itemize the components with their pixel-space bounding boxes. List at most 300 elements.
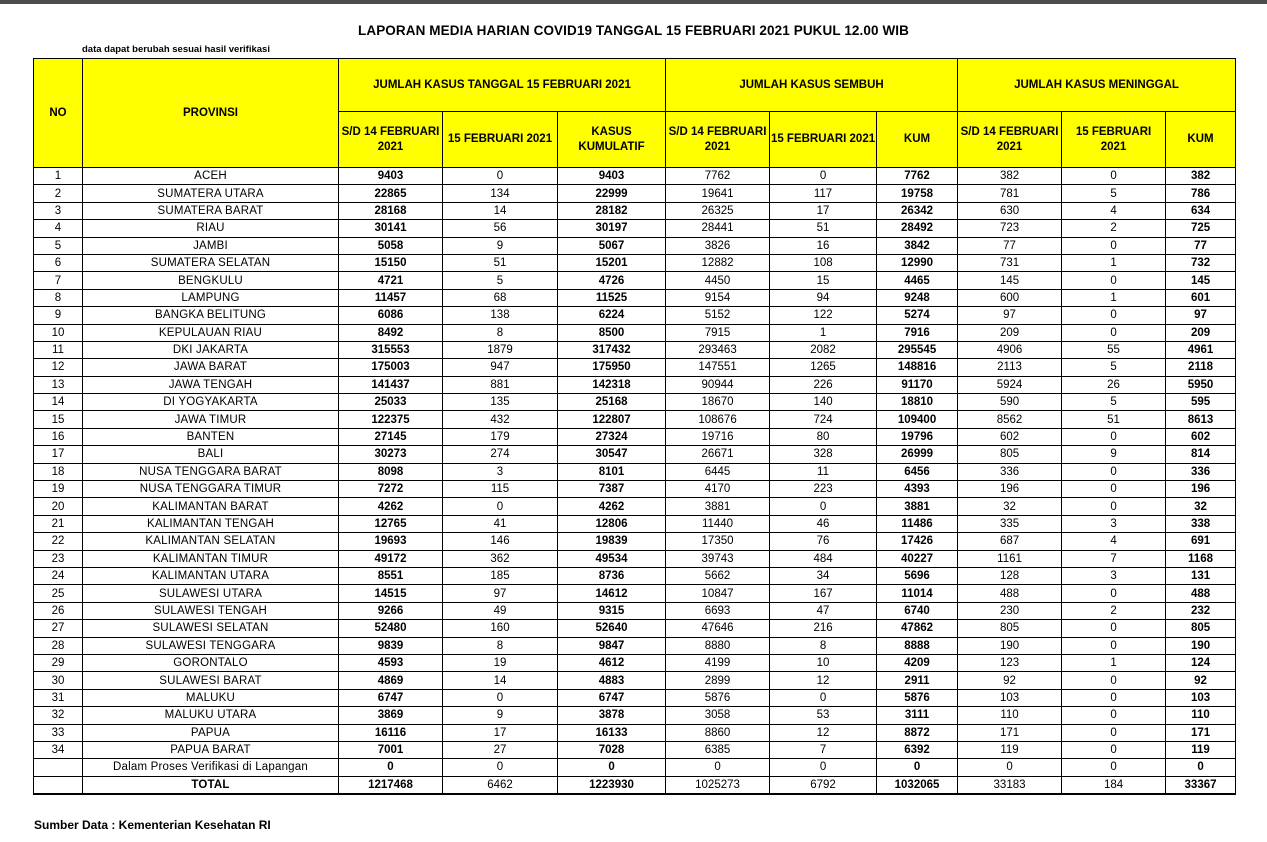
- cell-value: 5: [1062, 394, 1166, 411]
- cell-no: 29: [34, 654, 83, 671]
- cell-value: 0: [1062, 707, 1166, 724]
- cell-value: 3058: [666, 707, 770, 724]
- table-row: [34, 515, 1236, 532]
- cell-value: 6392: [877, 741, 958, 758]
- cell-value: 382: [958, 168, 1062, 185]
- cell-value: 232: [1166, 602, 1236, 619]
- cell-value: 110: [958, 707, 1062, 724]
- cell-value: 141437: [339, 376, 443, 393]
- table-row-total: [34, 776, 1236, 794]
- table-row: [34, 463, 1236, 480]
- cell-value: 12: [770, 724, 877, 741]
- cell-value: 4612: [558, 654, 666, 671]
- cell-value: 26999: [877, 446, 958, 463]
- cell-value: 2113: [958, 359, 1062, 376]
- cell-value: 0: [1062, 463, 1166, 480]
- cell-value: 4906: [958, 341, 1062, 358]
- cell-value: 7916: [877, 324, 958, 341]
- cell-value: 12990: [877, 254, 958, 271]
- cell-value: 119: [958, 741, 1062, 758]
- cell-value: 4869: [339, 672, 443, 689]
- cell-no: 10: [34, 324, 83, 341]
- cell-value: 119: [1166, 741, 1236, 758]
- cell-provinsi: JAMBI: [83, 237, 339, 254]
- cell-value: 338: [1166, 515, 1236, 532]
- cell-value: 1025273: [666, 776, 770, 794]
- cell-provinsi: BANGKA BELITUNG: [83, 307, 339, 324]
- cell-value: 28441: [666, 220, 770, 237]
- cell-provinsi: PAPUA: [83, 724, 339, 741]
- cell-value: 5: [1062, 359, 1166, 376]
- cell-value: 317432: [558, 341, 666, 358]
- table-row: [34, 602, 1236, 619]
- cell-value: 27145: [339, 428, 443, 445]
- cell-value: 0: [1062, 168, 1166, 185]
- cell-value: 2911: [877, 672, 958, 689]
- cell-value: 5950: [1166, 376, 1236, 393]
- cell-no: 17: [34, 446, 83, 463]
- cell-no: 7: [34, 272, 83, 289]
- cell-value: 5058: [339, 237, 443, 254]
- cell-value: 33367: [1166, 776, 1236, 794]
- cell-value: 16116: [339, 724, 443, 741]
- cell-value: 1168: [1166, 550, 1236, 567]
- cell-provinsi: JAWA BARAT: [83, 359, 339, 376]
- cell-no: 13: [34, 376, 83, 393]
- cell-value: 2899: [666, 672, 770, 689]
- cell-provinsi: SUMATERA BARAT: [83, 202, 339, 219]
- cell-value: 7: [1062, 550, 1166, 567]
- cell-value: 630: [958, 202, 1062, 219]
- cell-provinsi: SULAWESI UTARA: [83, 585, 339, 602]
- cell-value: 185: [443, 567, 558, 584]
- cell-value: 6445: [666, 463, 770, 480]
- cell-value: 179: [443, 428, 558, 445]
- cell-value: 11457: [339, 289, 443, 306]
- cell-value: 432: [443, 411, 558, 428]
- cell-value: 1265: [770, 359, 877, 376]
- cell-value: 488: [1166, 585, 1236, 602]
- cell-value: 223: [770, 481, 877, 498]
- cell-value: 6224: [558, 307, 666, 324]
- cell-value: 335: [958, 515, 1062, 532]
- cell-no: 27: [34, 620, 83, 637]
- cell-value: 167: [770, 585, 877, 602]
- cell-value: 6456: [877, 463, 958, 480]
- cell-value: 97: [958, 307, 1062, 324]
- cell-provinsi: SULAWESI BARAT: [83, 672, 339, 689]
- cell-value: 0: [1062, 620, 1166, 637]
- cell-value: 51: [443, 254, 558, 271]
- cell-no: 18: [34, 463, 83, 480]
- cell-value: 18670: [666, 394, 770, 411]
- cell-no: 8: [34, 289, 83, 306]
- table-row: [34, 272, 1236, 289]
- table-body: [34, 168, 1236, 795]
- cell-value: 3: [1062, 567, 1166, 584]
- cell-value: 11486: [877, 515, 958, 532]
- cell-value: 51: [1062, 411, 1166, 428]
- group-header-sembuh: JUMLAH KASUS SEMBUH: [666, 59, 958, 112]
- cell-no: 34: [34, 741, 83, 758]
- cell-value: 56: [443, 220, 558, 237]
- cell-value: 18810: [877, 394, 958, 411]
- cell-value: 39743: [666, 550, 770, 567]
- cell-value: 94: [770, 289, 877, 306]
- cell-value: 10: [770, 654, 877, 671]
- cell-value: 7915: [666, 324, 770, 341]
- table-row: [34, 202, 1236, 219]
- cell-value: 19716: [666, 428, 770, 445]
- cell-value: 5876: [877, 689, 958, 706]
- table-row: [34, 237, 1236, 254]
- cell-no: 24: [34, 567, 83, 584]
- cell-value: 196: [958, 481, 1062, 498]
- cell-value: 15150: [339, 254, 443, 271]
- cell-no: 5: [34, 237, 83, 254]
- cell-value: 55: [1062, 341, 1166, 358]
- cell-value: 5876: [666, 689, 770, 706]
- cell-value: 5662: [666, 567, 770, 584]
- cell-value: 28182: [558, 202, 666, 219]
- table-row: [34, 741, 1236, 758]
- cell-value: 4465: [877, 272, 958, 289]
- cell-value: 9266: [339, 602, 443, 619]
- cell-no: [34, 759, 83, 776]
- cell-value: 602: [1166, 428, 1236, 445]
- cell-value: 590: [958, 394, 1062, 411]
- cell-value: 687: [958, 533, 1062, 550]
- cell-value: 9847: [558, 637, 666, 654]
- cell-value: 17426: [877, 533, 958, 550]
- cell-value: 4262: [558, 498, 666, 515]
- cell-value: 7762: [877, 168, 958, 185]
- cell-value: 33183: [958, 776, 1062, 794]
- cell-value: 8880: [666, 637, 770, 654]
- table-row: [34, 307, 1236, 324]
- table-row: [34, 637, 1236, 654]
- cell-no: 20: [34, 498, 83, 515]
- cell-provinsi: PAPUA BARAT: [83, 741, 339, 758]
- cell-value: 2: [1062, 602, 1166, 619]
- cell-no: 3: [34, 202, 83, 219]
- cell-value: 4726: [558, 272, 666, 289]
- cell-value: 30197: [558, 220, 666, 237]
- col-header-no: NO: [34, 59, 83, 168]
- cell-value: 171: [958, 724, 1062, 741]
- cell-value: 488: [958, 585, 1062, 602]
- cell-value: 881: [443, 376, 558, 393]
- cell-value: 97: [1166, 307, 1236, 324]
- table-row: [34, 585, 1236, 602]
- cell-value: 8: [443, 324, 558, 341]
- cell-value: 8500: [558, 324, 666, 341]
- cell-value: 9403: [339, 168, 443, 185]
- subheader-sembuh-15feb: 15 FEBRUARI 2021: [770, 112, 877, 168]
- cell-value: 786: [1166, 185, 1236, 202]
- cell-value: 723: [958, 220, 1062, 237]
- cell-no: 11: [34, 341, 83, 358]
- cell-provinsi: KALIMANTAN SELATAN: [83, 533, 339, 550]
- cell-value: 315553: [339, 341, 443, 358]
- cell-value: 8736: [558, 567, 666, 584]
- cell-value: 336: [1166, 463, 1236, 480]
- table-row: [34, 359, 1236, 376]
- cell-value: 1161: [958, 550, 1062, 567]
- cell-value: 0: [770, 759, 877, 776]
- cell-value: 15201: [558, 254, 666, 271]
- cell-value: 123: [958, 654, 1062, 671]
- cell-value: 146: [443, 533, 558, 550]
- cell-value: 8: [443, 637, 558, 654]
- table-row: [34, 376, 1236, 393]
- cell-value: 32: [958, 498, 1062, 515]
- cell-value: 0: [770, 498, 877, 515]
- cell-provinsi: SULAWESI SELATAN: [83, 620, 339, 637]
- cell-value: 28492: [877, 220, 958, 237]
- cell-value: 4961: [1166, 341, 1236, 358]
- table-row: [34, 689, 1236, 706]
- cell-provinsi: BALI: [83, 446, 339, 463]
- cell-value: 14612: [558, 585, 666, 602]
- cell-value: 0: [877, 759, 958, 776]
- cell-value: 5924: [958, 376, 1062, 393]
- cell-provinsi: NUSA TENGGARA TIMUR: [83, 481, 339, 498]
- cell-value: 52480: [339, 620, 443, 637]
- cell-value: 12882: [666, 254, 770, 271]
- table-row: [34, 533, 1236, 550]
- cell-value: 140: [770, 394, 877, 411]
- cell-value: 8: [770, 637, 877, 654]
- cell-value: 128: [958, 567, 1062, 584]
- cell-value: 601: [1166, 289, 1236, 306]
- cell-value: 30547: [558, 446, 666, 463]
- cell-value: 122: [770, 307, 877, 324]
- cell-no: 6: [34, 254, 83, 271]
- table-row: [34, 550, 1236, 567]
- cell-no: 23: [34, 550, 83, 567]
- cell-value: 0: [1062, 637, 1166, 654]
- header-row-groups: [34, 59, 1236, 112]
- cell-value: 80: [770, 428, 877, 445]
- cell-value: 22865: [339, 185, 443, 202]
- cell-value: 274: [443, 446, 558, 463]
- cell-value: 691: [1166, 533, 1236, 550]
- table-row: [34, 428, 1236, 445]
- cell-value: 0: [558, 759, 666, 776]
- cell-value: 9248: [877, 289, 958, 306]
- cell-value: 0: [1062, 428, 1166, 445]
- cell-value: 7: [770, 741, 877, 758]
- cell-no: 15: [34, 411, 83, 428]
- cell-value: 293463: [666, 341, 770, 358]
- cell-value: 8860: [666, 724, 770, 741]
- cell-value: 2118: [1166, 359, 1236, 376]
- cell-value: 171: [1166, 724, 1236, 741]
- cell-value: 226: [770, 376, 877, 393]
- cell-value: 0: [958, 759, 1062, 776]
- cell-value: 0: [1062, 585, 1166, 602]
- cell-value: 19758: [877, 185, 958, 202]
- cell-value: 4209: [877, 654, 958, 671]
- cell-value: 12: [770, 672, 877, 689]
- cell-value: 6747: [339, 689, 443, 706]
- cell-value: 595: [1166, 394, 1236, 411]
- subheader-kasus-kumulatif: KASUS KUMULATIF: [558, 112, 666, 168]
- cell-value: 781: [958, 185, 1062, 202]
- cell-value: 8888: [877, 637, 958, 654]
- cell-value: 190: [1166, 637, 1236, 654]
- table-row: [34, 759, 1236, 776]
- cell-provinsi: JAWA TENGAH: [83, 376, 339, 393]
- cell-value: 19693: [339, 533, 443, 550]
- cell-value: 26671: [666, 446, 770, 463]
- subheader-sembuh-kum: KUM: [877, 112, 958, 168]
- cell-value: 0: [1062, 481, 1166, 498]
- cell-value: 11525: [558, 289, 666, 306]
- table-row: [34, 411, 1236, 428]
- top-rule: [0, 0, 1267, 4]
- cell-value: 16: [770, 237, 877, 254]
- cell-value: 0: [443, 689, 558, 706]
- table-row: [34, 341, 1236, 358]
- table-row: [34, 654, 1236, 671]
- cell-value: 47: [770, 602, 877, 619]
- cell-value: 362: [443, 550, 558, 567]
- cell-value: 600: [958, 289, 1062, 306]
- cell-provinsi: DI YOGYAKARTA: [83, 394, 339, 411]
- cell-value: 14515: [339, 585, 443, 602]
- cell-value: 10847: [666, 585, 770, 602]
- cell-value: 0: [770, 689, 877, 706]
- cell-no: 12: [34, 359, 83, 376]
- cell-value: 109400: [877, 411, 958, 428]
- cell-value: 76: [770, 533, 877, 550]
- subheader-kasus-sd14: S/D 14 FEBRUARI 2021: [339, 112, 443, 168]
- cell-no: 30: [34, 672, 83, 689]
- cell-value: 7387: [558, 481, 666, 498]
- group-header-kasus: JUMLAH KASUS TANGGAL 15 FEBRUARI 2021: [339, 59, 666, 112]
- cell-value: 3881: [877, 498, 958, 515]
- subheader-kasus-15feb: 15 FEBRUARI 2021: [443, 112, 558, 168]
- cell-value: 4: [1062, 202, 1166, 219]
- cell-provinsi: KALIMANTAN TENGAH: [83, 515, 339, 532]
- cell-value: 0: [1062, 672, 1166, 689]
- cell-no: 32: [34, 707, 83, 724]
- covid-report-table: [33, 58, 1236, 795]
- cell-provinsi: BENGKULU: [83, 272, 339, 289]
- cell-value: 7762: [666, 168, 770, 185]
- cell-value: 0: [1062, 237, 1166, 254]
- table-row: [34, 567, 1236, 584]
- cell-value: 8098: [339, 463, 443, 480]
- cell-value: 12765: [339, 515, 443, 532]
- cell-value: 5: [443, 272, 558, 289]
- cell-value: 77: [958, 237, 1062, 254]
- cell-value: 147551: [666, 359, 770, 376]
- cell-value: 5067: [558, 237, 666, 254]
- cell-value: 7028: [558, 741, 666, 758]
- cell-value: 17: [770, 202, 877, 219]
- cell-value: 0: [1062, 498, 1166, 515]
- cell-value: 484: [770, 550, 877, 567]
- cell-value: 3: [443, 463, 558, 480]
- cell-value: 26: [1062, 376, 1166, 393]
- cell-value: 8551: [339, 567, 443, 584]
- cell-value: 0: [1062, 272, 1166, 289]
- cell-value: 135: [443, 394, 558, 411]
- cell-value: 145: [958, 272, 1062, 289]
- cell-value: 947: [443, 359, 558, 376]
- cell-value: 160: [443, 620, 558, 637]
- cell-value: 16133: [558, 724, 666, 741]
- cell-value: 6462: [443, 776, 558, 794]
- cell-value: 14: [443, 202, 558, 219]
- cell-value: 124: [1166, 654, 1236, 671]
- cell-value: 108: [770, 254, 877, 271]
- cell-value: 30141: [339, 220, 443, 237]
- cell-value: 19641: [666, 185, 770, 202]
- cell-value: 49172: [339, 550, 443, 567]
- cell-no: 19: [34, 481, 83, 498]
- cell-value: 0: [1062, 724, 1166, 741]
- cell-value: 17350: [666, 533, 770, 550]
- cell-value: 805: [958, 620, 1062, 637]
- cell-value: 6747: [558, 689, 666, 706]
- cell-value: 8562: [958, 411, 1062, 428]
- cell-value: 92: [1166, 672, 1236, 689]
- cell-value: 184: [1062, 776, 1166, 794]
- cell-provinsi: ACEH: [83, 168, 339, 185]
- cell-value: 0: [666, 759, 770, 776]
- cell-value: 0: [443, 759, 558, 776]
- cell-no: 22: [34, 533, 83, 550]
- cell-value: 0: [1062, 324, 1166, 341]
- cell-value: 12806: [558, 515, 666, 532]
- cell-value: 8872: [877, 724, 958, 741]
- cell-value: 41: [443, 515, 558, 532]
- cell-value: 5696: [877, 567, 958, 584]
- cell-value: 138: [443, 307, 558, 324]
- cell-value: 190: [958, 637, 1062, 654]
- cell-value: 175003: [339, 359, 443, 376]
- cell-value: 3111: [877, 707, 958, 724]
- cell-value: 27324: [558, 428, 666, 445]
- cell-value: 336: [958, 463, 1062, 480]
- cell-value: 15: [770, 272, 877, 289]
- cell-provinsi: RIAU: [83, 220, 339, 237]
- cell-provinsi: SUMATERA UTARA: [83, 185, 339, 202]
- cell-value: 0: [1062, 741, 1166, 758]
- cell-value: 382: [1166, 168, 1236, 185]
- subheader-meninggal-15feb: 15 FEBRUARI 2021: [1062, 112, 1166, 168]
- cell-value: 6792: [770, 776, 877, 794]
- table-row: [34, 620, 1236, 637]
- group-header-meninggal: JUMLAH KASUS MENINGGAL: [958, 59, 1236, 112]
- cell-value: 25033: [339, 394, 443, 411]
- cell-value: 40227: [877, 550, 958, 567]
- verification-note: data dapat berubah sesuai hasil verifikasi: [82, 44, 270, 55]
- cell-value: 209: [958, 324, 1062, 341]
- cell-value: 91170: [877, 376, 958, 393]
- cell-value: 3: [1062, 515, 1166, 532]
- cell-value: 0: [1062, 307, 1166, 324]
- subheader-meninggal-sd14: S/D 14 FEBRUARI 2021: [958, 112, 1062, 168]
- cell-provinsi: NUSA TENGGARA BARAT: [83, 463, 339, 480]
- cell-value: 17: [443, 724, 558, 741]
- cell-value: 1223930: [558, 776, 666, 794]
- table-row: [34, 168, 1236, 185]
